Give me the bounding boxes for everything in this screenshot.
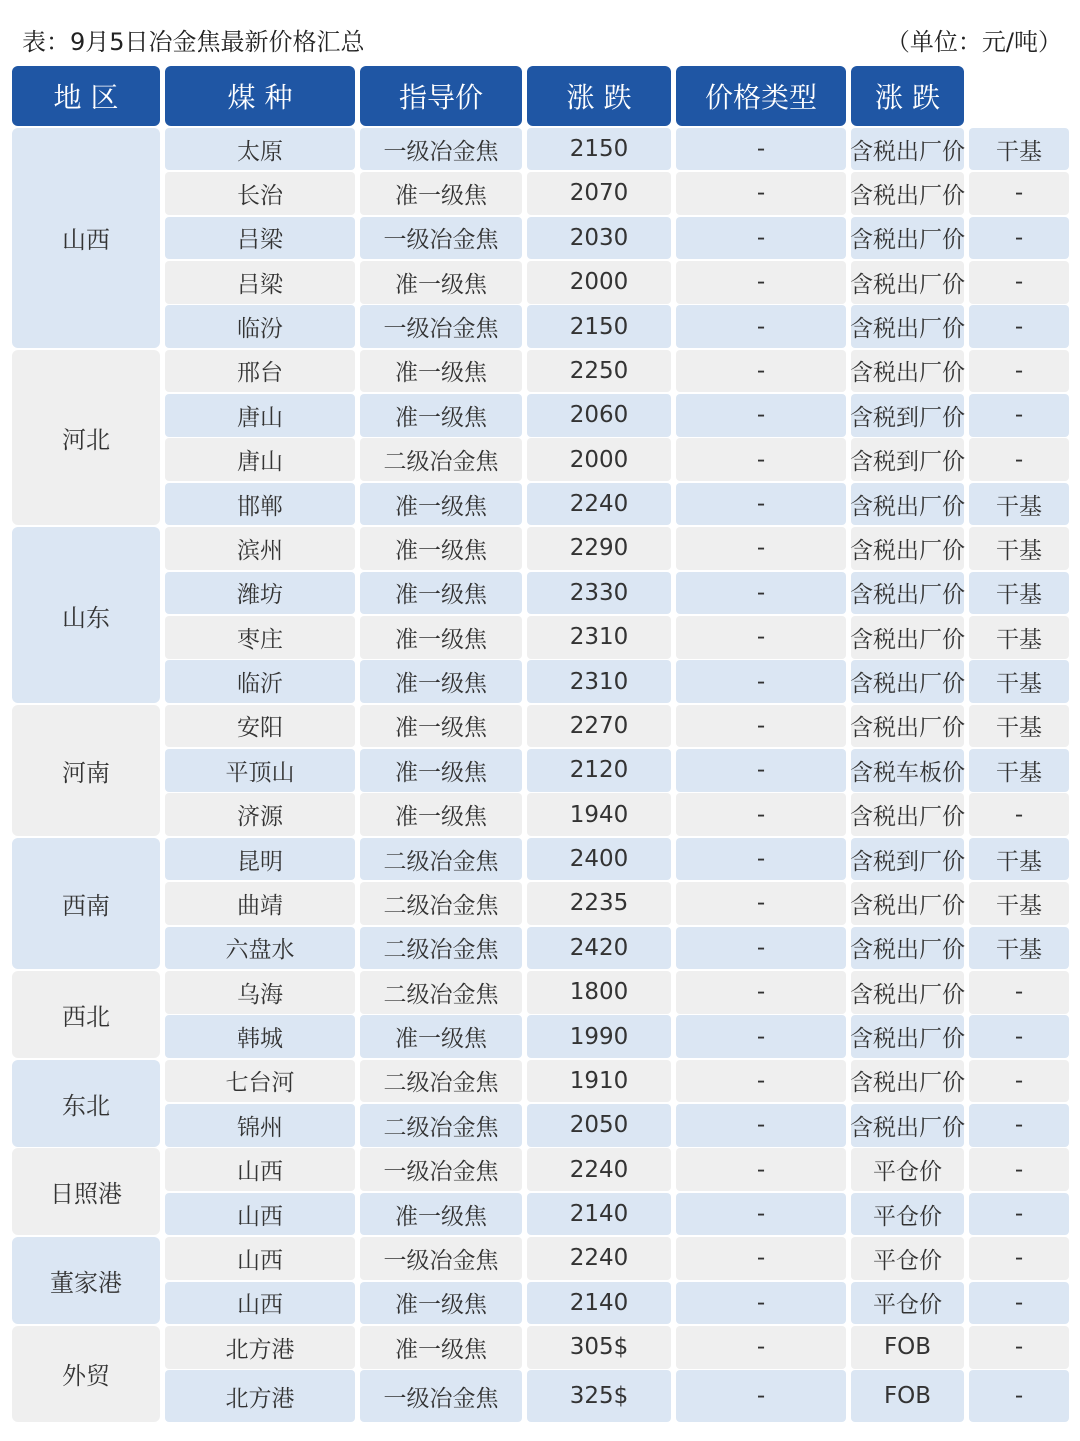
- price-cell: 2120: [527, 749, 671, 792]
- price-cell: 2240: [527, 483, 671, 526]
- price-cell: 2330: [527, 572, 671, 615]
- price-type-cell: 平仓价: [851, 1193, 964, 1236]
- coke-type-cell: 准一级焦: [360, 261, 522, 304]
- table-caption: 表：9月5日冶金焦最新价格汇总: [22, 28, 365, 56]
- note-cell: 干基: [969, 882, 1069, 925]
- price-type-cell: 平仓价: [851, 1282, 964, 1325]
- place-cell: 安阳: [165, 705, 355, 748]
- place-cell: 山西: [165, 1193, 355, 1236]
- coke-type-cell: 准一级焦: [360, 705, 522, 748]
- price-cell: 325$: [527, 1370, 671, 1422]
- price-cell: 2140: [527, 1282, 671, 1325]
- place-cell: 枣庄: [165, 616, 355, 659]
- price-type-cell: 含税出厂价: [851, 927, 964, 970]
- price-type-cell: 含税出厂价: [851, 1060, 964, 1103]
- coke-type-cell: 准一级焦: [360, 483, 522, 526]
- change-cell: -: [676, 1282, 846, 1325]
- change-cell: -: [676, 882, 846, 925]
- price-type-cell: 含税出厂价: [851, 128, 964, 171]
- coke-type-cell: 准一级焦: [360, 1282, 522, 1325]
- place-cell: 北方港: [165, 1326, 355, 1369]
- price-cell: 2240: [527, 1237, 671, 1280]
- coke-type-cell: 准一级焦: [360, 749, 522, 792]
- note-cell: 干基: [969, 527, 1069, 570]
- price-cell: 2250: [527, 350, 671, 393]
- note-cell: -: [969, 305, 1069, 348]
- price-cell: 2000: [527, 261, 671, 304]
- change-cell: -: [676, 572, 846, 615]
- price-type-cell: 含税出厂价: [851, 1104, 964, 1147]
- price-cell: 2310: [527, 616, 671, 659]
- note-cell: -: [969, 1193, 1069, 1236]
- change-cell: -: [676, 660, 846, 703]
- price-type-cell: 含税出厂价: [851, 483, 964, 526]
- price-cell: 2270: [527, 705, 671, 748]
- price-cell: 2400: [527, 838, 671, 881]
- price-type-cell: 含税出厂价: [851, 882, 964, 925]
- note-cell: 干基: [969, 616, 1069, 659]
- note-cell: -: [969, 1282, 1069, 1325]
- change-cell: -: [676, 1237, 846, 1280]
- note-cell: -: [969, 172, 1069, 215]
- price-type-cell: 含税出厂价: [851, 261, 964, 304]
- price-type-cell: 含税出厂价: [851, 217, 964, 260]
- change-cell: -: [676, 394, 846, 437]
- coke-type-cell: 准一级焦: [360, 350, 522, 393]
- price-cell: 2235: [527, 882, 671, 925]
- coke-type-cell: 准一级焦: [360, 394, 522, 437]
- unit-label: （单位：元/吨）: [885, 28, 1062, 56]
- region-cell: 西南: [12, 838, 160, 969]
- header-guide-price: 指导价: [360, 66, 522, 126]
- place-cell: 长治: [165, 172, 355, 215]
- price-type-cell: 含税出厂价: [851, 172, 964, 215]
- price-cell: 2420: [527, 927, 671, 970]
- change-cell: -: [676, 305, 846, 348]
- price-type-cell: FOB: [851, 1326, 964, 1369]
- coke-type-cell: 准一级焦: [360, 1193, 522, 1236]
- coke-type-cell: 准一级焦: [360, 527, 522, 570]
- region-cell: 河北: [12, 350, 160, 526]
- change-cell: -: [676, 616, 846, 659]
- coke-type-cell: 二级冶金焦: [360, 438, 522, 481]
- price-cell: 2310: [527, 660, 671, 703]
- note-cell: 干基: [969, 705, 1069, 748]
- change-cell: -: [676, 438, 846, 481]
- price-cell: 2060: [527, 394, 671, 437]
- header-region: 地 区: [12, 66, 160, 126]
- place-cell: 平顶山: [165, 749, 355, 792]
- change-cell: -: [676, 261, 846, 304]
- place-cell: 锦州: [165, 1104, 355, 1147]
- place-cell: 潍坊: [165, 572, 355, 615]
- price-type-cell: 含税出厂价: [851, 527, 964, 570]
- price-cell: 1990: [527, 1015, 671, 1058]
- coke-type-cell: 准一级焦: [360, 660, 522, 703]
- coke-type-cell: 准一级焦: [360, 572, 522, 615]
- price-cell: 2030: [527, 217, 671, 260]
- change-cell: -: [676, 1370, 846, 1422]
- coke-type-cell: 二级冶金焦: [360, 838, 522, 881]
- change-cell: -: [676, 172, 846, 215]
- place-cell: 唐山: [165, 394, 355, 437]
- change-cell: -: [676, 1193, 846, 1236]
- note-cell: -: [969, 217, 1069, 260]
- place-cell: 太原: [165, 128, 355, 171]
- note-cell: -: [969, 438, 1069, 481]
- coke-type-cell: 准一级焦: [360, 1015, 522, 1058]
- change-cell: -: [676, 483, 846, 526]
- price-cell: 2140: [527, 1193, 671, 1236]
- coke-type-cell: 准一级焦: [360, 793, 522, 836]
- price-cell: 2290: [527, 527, 671, 570]
- price-type-cell: 平仓价: [851, 1237, 964, 1280]
- note-cell: -: [969, 1237, 1069, 1280]
- place-cell: 济源: [165, 793, 355, 836]
- note-cell: 干基: [969, 572, 1069, 615]
- price-cell: 2150: [527, 305, 671, 348]
- place-cell: 六盘水: [165, 927, 355, 970]
- coke-type-cell: 一级冶金焦: [360, 1370, 522, 1422]
- change-cell: -: [676, 927, 846, 970]
- price-type-cell: 含税出厂价: [851, 705, 964, 748]
- price-type-cell: 含税出厂价: [851, 350, 964, 393]
- note-cell: 干基: [969, 749, 1069, 792]
- change-cell: -: [676, 527, 846, 570]
- price-cell: 2050: [527, 1104, 671, 1147]
- price-cell: 1940: [527, 793, 671, 836]
- note-cell: -: [969, 1015, 1069, 1058]
- region-cell: 河南: [12, 705, 160, 836]
- change-cell: -: [676, 1060, 846, 1103]
- place-cell: 邯郸: [165, 483, 355, 526]
- note-cell: -: [969, 350, 1069, 393]
- change-cell: -: [676, 217, 846, 260]
- note-cell: 干基: [969, 927, 1069, 970]
- change-cell: -: [676, 705, 846, 748]
- change-cell: -: [676, 128, 846, 171]
- place-cell: 临沂: [165, 660, 355, 703]
- coke-type-cell: 准一级焦: [360, 172, 522, 215]
- coke-type-cell: 一级冶金焦: [360, 1148, 522, 1191]
- price-type-cell: 含税车板价: [851, 749, 964, 792]
- price-cell: 2000: [527, 438, 671, 481]
- price-table: [12, 66, 1069, 1422]
- coke-type-cell: 二级冶金焦: [360, 1060, 522, 1103]
- price-type-cell: 平仓价: [851, 1148, 964, 1191]
- place-cell: 邢台: [165, 350, 355, 393]
- coke-type-cell: 一级冶金焦: [360, 305, 522, 348]
- price-type-cell: 含税出厂价: [851, 1015, 964, 1058]
- place-cell: 山西: [165, 1237, 355, 1280]
- price-type-cell: 含税出厂价: [851, 660, 964, 703]
- region-cell: 董家港: [12, 1237, 160, 1324]
- coke-type-cell: 二级冶金焦: [360, 882, 522, 925]
- note-cell: -: [969, 1148, 1069, 1191]
- change-cell: -: [676, 1015, 846, 1058]
- note-cell: 干基: [969, 838, 1069, 881]
- note-cell: -: [969, 1370, 1069, 1422]
- note-cell: 干基: [969, 128, 1069, 171]
- place-cell: 唐山: [165, 438, 355, 481]
- price-type-cell: FOB: [851, 1370, 964, 1422]
- price-type-cell: 含税出厂价: [851, 305, 964, 348]
- coke-type-cell: 一级冶金焦: [360, 217, 522, 260]
- note-cell: -: [969, 971, 1069, 1014]
- coke-type-cell: 一级冶金焦: [360, 1237, 522, 1280]
- change-cell: -: [676, 749, 846, 792]
- change-cell: -: [676, 793, 846, 836]
- region-cell: 外贸: [12, 1326, 160, 1422]
- place-cell: 韩城: [165, 1015, 355, 1058]
- change-cell: -: [676, 1148, 846, 1191]
- place-cell: 山西: [165, 1148, 355, 1191]
- place-cell: 乌海: [165, 971, 355, 1014]
- price-type-cell: 含税出厂价: [851, 616, 964, 659]
- place-cell: 山西: [165, 1282, 355, 1325]
- price-cell: 305$: [527, 1326, 671, 1369]
- note-cell: -: [969, 261, 1069, 304]
- price-cell: 2070: [527, 172, 671, 215]
- note-cell: -: [969, 793, 1069, 836]
- change-cell: -: [676, 838, 846, 881]
- price-cell: 1800: [527, 971, 671, 1014]
- place-cell: 临汾: [165, 305, 355, 348]
- change-cell: -: [676, 350, 846, 393]
- region-cell: 山东: [12, 527, 160, 703]
- region-cell: 日照港: [12, 1148, 160, 1235]
- note-cell: -: [969, 1326, 1069, 1369]
- place-cell: 滨州: [165, 527, 355, 570]
- coke-type-cell: 二级冶金焦: [360, 927, 522, 970]
- price-cell: 2240: [527, 1148, 671, 1191]
- note-cell: -: [969, 1060, 1069, 1103]
- price-type-cell: 含税到厂价: [851, 838, 964, 881]
- place-cell: 七台河: [165, 1060, 355, 1103]
- price-type-cell: 含税出厂价: [851, 572, 964, 615]
- note-cell: -: [969, 394, 1069, 437]
- price-type-cell: 含税到厂价: [851, 394, 964, 437]
- place-cell: 曲靖: [165, 882, 355, 925]
- note-cell: 干基: [969, 483, 1069, 526]
- change-cell: -: [676, 971, 846, 1014]
- place-cell: 昆明: [165, 838, 355, 881]
- region-cell: 山西: [12, 128, 160, 348]
- region-cell: 东北: [12, 1060, 160, 1147]
- coke-type-cell: 准一级焦: [360, 616, 522, 659]
- price-type-cell: 含税出厂价: [851, 971, 964, 1014]
- header-note: 涨 跌: [851, 66, 964, 126]
- note-cell: -: [969, 1104, 1069, 1147]
- header-change: 涨 跌: [527, 66, 671, 126]
- header-coke-type: 煤 种: [165, 66, 355, 126]
- place-cell: 北方港: [165, 1370, 355, 1422]
- coke-type-cell: 二级冶金焦: [360, 971, 522, 1014]
- place-cell: 吕梁: [165, 217, 355, 260]
- price-type-cell: 含税到厂价: [851, 438, 964, 481]
- coke-type-cell: 二级冶金焦: [360, 1104, 522, 1147]
- coke-type-cell: 一级冶金焦: [360, 128, 522, 171]
- note-cell: 干基: [969, 660, 1069, 703]
- header-price-type: 价格类型: [676, 66, 846, 126]
- price-cell: 2150: [527, 128, 671, 171]
- place-cell: 吕梁: [165, 261, 355, 304]
- coke-type-cell: 准一级焦: [360, 1326, 522, 1369]
- price-type-cell: 含税出厂价: [851, 793, 964, 836]
- price-cell: 1910: [527, 1060, 671, 1103]
- change-cell: -: [676, 1104, 846, 1147]
- region-cell: 西北: [12, 971, 160, 1058]
- change-cell: -: [676, 1326, 846, 1369]
